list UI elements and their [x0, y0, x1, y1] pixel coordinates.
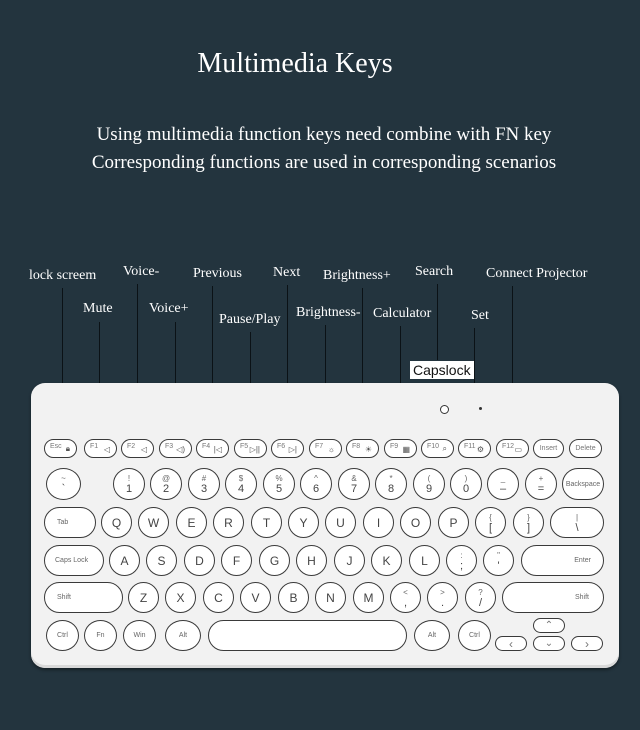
- calculator-icon: ▦: [402, 445, 410, 454]
- key-g[interactable]: G: [259, 545, 290, 576]
- key-space[interactable]: [208, 620, 407, 651]
- key-1[interactable]: ! 1: [113, 468, 145, 500]
- key-8[interactable]: * 8: [375, 468, 407, 500]
- key-n[interactable]: N: [315, 582, 346, 613]
- key-b[interactable]: B: [278, 582, 309, 613]
- key-7[interactable]: & 7: [338, 468, 370, 500]
- key-y[interactable]: Y: [288, 507, 319, 538]
- key-win[interactable]: Win: [123, 620, 156, 651]
- key-enter[interactable]: Enter: [521, 545, 604, 576]
- key-f9[interactable]: F9 ▦: [384, 439, 417, 458]
- key-comma[interactable]: < ,: [390, 582, 421, 613]
- key-c[interactable]: C: [203, 582, 234, 613]
- key-alt-left[interactable]: Alt: [165, 620, 201, 651]
- key-t[interactable]: T: [251, 507, 282, 538]
- leader-search: [437, 284, 438, 360]
- play-pause-icon: ▷||: [249, 445, 260, 454]
- brightness-down-icon: ☼: [327, 445, 335, 454]
- key-ctrl-left[interactable]: Ctrl: [46, 620, 79, 651]
- key-f6[interactable]: F6 ▷|: [271, 439, 304, 458]
- key-f2[interactable]: F2 ◁: [121, 439, 154, 458]
- key-right-shift[interactable]: Shift: [502, 582, 604, 613]
- subtitle-line-2: Corresponding functions are used in corresponding scenarios: [91, 152, 557, 173]
- key-v[interactable]: V: [240, 582, 271, 613]
- key-left-shift[interactable]: Shift: [44, 582, 123, 613]
- label-voice-up: Voice+: [149, 301, 189, 316]
- key-delete[interactable]: Delete: [569, 439, 602, 458]
- key-o[interactable]: O: [400, 507, 431, 538]
- key-f10[interactable]: F10 ⌕: [421, 439, 454, 458]
- key-j[interactable]: J: [334, 545, 365, 576]
- key-alt-right[interactable]: Alt: [414, 620, 450, 651]
- label-capslock: Capslock: [410, 361, 474, 379]
- key-2[interactable]: @ 2: [150, 468, 182, 500]
- next-icon: ▷|: [288, 445, 297, 454]
- key-esc[interactable]: Esc 🔒︎: [44, 439, 77, 458]
- key-4[interactable]: $ 4: [225, 468, 257, 500]
- key-w[interactable]: W: [138, 507, 169, 538]
- key-5[interactable]: % 5: [263, 468, 295, 500]
- key-period[interactable]: > .: [427, 582, 458, 613]
- key-l[interactable]: L: [409, 545, 440, 576]
- volume-up-icon: ◁): [176, 445, 185, 454]
- label-brightness-down: Brightness-: [296, 305, 361, 320]
- key-k[interactable]: K: [371, 545, 402, 576]
- key-s[interactable]: S: [146, 545, 177, 576]
- label-previous: Previous: [193, 266, 242, 281]
- key-f[interactable]: F: [221, 545, 252, 576]
- label-pause-play: Pause/Play: [219, 312, 281, 327]
- key-m[interactable]: M: [353, 582, 384, 613]
- label-mute: Mute: [83, 301, 113, 316]
- brightness-up-icon: ☀: [364, 445, 372, 454]
- key-down[interactable]: [533, 636, 565, 651]
- label-calculator: Calculator: [373, 306, 432, 321]
- search-icon: ⌕: [442, 444, 447, 453]
- mute-icon: ◁: [103, 445, 110, 454]
- key-0[interactable]: ) 0: [450, 468, 482, 500]
- key-left[interactable]: [495, 636, 527, 651]
- key-quote[interactable]: " ': [483, 545, 514, 576]
- key-3[interactable]: # 3: [188, 468, 220, 500]
- key-f12[interactable]: F12 ▭: [496, 439, 529, 458]
- key-u[interactable]: U: [325, 507, 356, 538]
- key-f5[interactable]: F5 ▷||: [234, 439, 267, 458]
- label-connect-projector: Connect Projector: [486, 266, 588, 281]
- chevron-up-icon: ⌃: [544, 620, 554, 631]
- key-e[interactable]: E: [176, 507, 207, 538]
- key-d[interactable]: D: [184, 545, 215, 576]
- key-f11[interactable]: F11 ⚙: [458, 439, 491, 458]
- chevron-right-icon: ›: [585, 636, 589, 651]
- key-f7[interactable]: F7 ☼: [309, 439, 342, 458]
- key-backspace[interactable]: Backspace: [562, 468, 604, 500]
- key-9[interactable]: ( 9: [413, 468, 445, 500]
- projector-icon: ▭: [514, 445, 522, 454]
- label-search: Search: [415, 264, 454, 279]
- label-lock-screen: lock screem: [29, 268, 97, 283]
- key-x[interactable]: X: [165, 582, 196, 613]
- subtitle-line-1: Using multimedia function keys need combine with FN key: [96, 124, 552, 145]
- label-voice-down: Voice-: [123, 264, 160, 279]
- key-right[interactable]: [571, 636, 603, 651]
- chevron-down-icon: ⌄: [544, 638, 554, 649]
- key-fn[interactable]: Fn: [84, 620, 117, 651]
- page-title: Multimedia Keys: [197, 48, 393, 79]
- key-f8[interactable]: F8 ☀: [346, 439, 379, 458]
- key-f1[interactable]: F1 ◁: [84, 439, 117, 458]
- key-tab[interactable]: Tab: [44, 507, 96, 538]
- capslock-indicator: [440, 405, 449, 414]
- power-indicator: [479, 407, 482, 410]
- key-slash[interactable]: ? /: [465, 582, 496, 613]
- key-p[interactable]: P: [438, 507, 469, 538]
- chevron-left-icon: ‹: [509, 636, 513, 651]
- key-equals[interactable]: + =: [525, 468, 557, 500]
- lock-icon: 🔒︎: [65, 444, 70, 453]
- key-semicolon[interactable]: : ;: [446, 545, 477, 576]
- key-i[interactable]: I: [363, 507, 394, 538]
- previous-icon: |◁: [213, 445, 222, 454]
- key-capslock[interactable]: Caps Lock: [44, 545, 104, 576]
- label-next: Next: [273, 265, 301, 280]
- key-h[interactable]: H: [296, 545, 327, 576]
- label-set: Set: [471, 308, 489, 323]
- key-z[interactable]: Z: [128, 582, 159, 613]
- key-insert[interactable]: Insert: [533, 439, 564, 458]
- volume-down-icon: ◁: [140, 445, 147, 454]
- label-brightness-up: Brightness+: [323, 268, 391, 283]
- key-r[interactable]: R: [213, 507, 244, 538]
- key-f3[interactable]: F3 ◁): [159, 439, 192, 458]
- key-tilde[interactable]: ~ `: [46, 468, 81, 500]
- key-f4[interactable]: F4 |◁: [196, 439, 229, 458]
- key-minus[interactable]: _ –: [487, 468, 519, 500]
- key-backslash[interactable]: | \: [550, 507, 604, 538]
- key-right-bracket[interactable]: } ]: [513, 507, 544, 538]
- key-ctrl-right[interactable]: Ctrl: [458, 620, 491, 651]
- key-a[interactable]: A: [109, 545, 140, 576]
- keyboard-body: [31, 383, 619, 668]
- key-left-bracket[interactable]: { [: [475, 507, 506, 538]
- key-q[interactable]: Q: [101, 507, 132, 538]
- settings-icon: ⚙: [476, 445, 484, 454]
- key-6[interactable]: ^ 6: [300, 468, 332, 500]
- key-up[interactable]: [533, 618, 565, 633]
